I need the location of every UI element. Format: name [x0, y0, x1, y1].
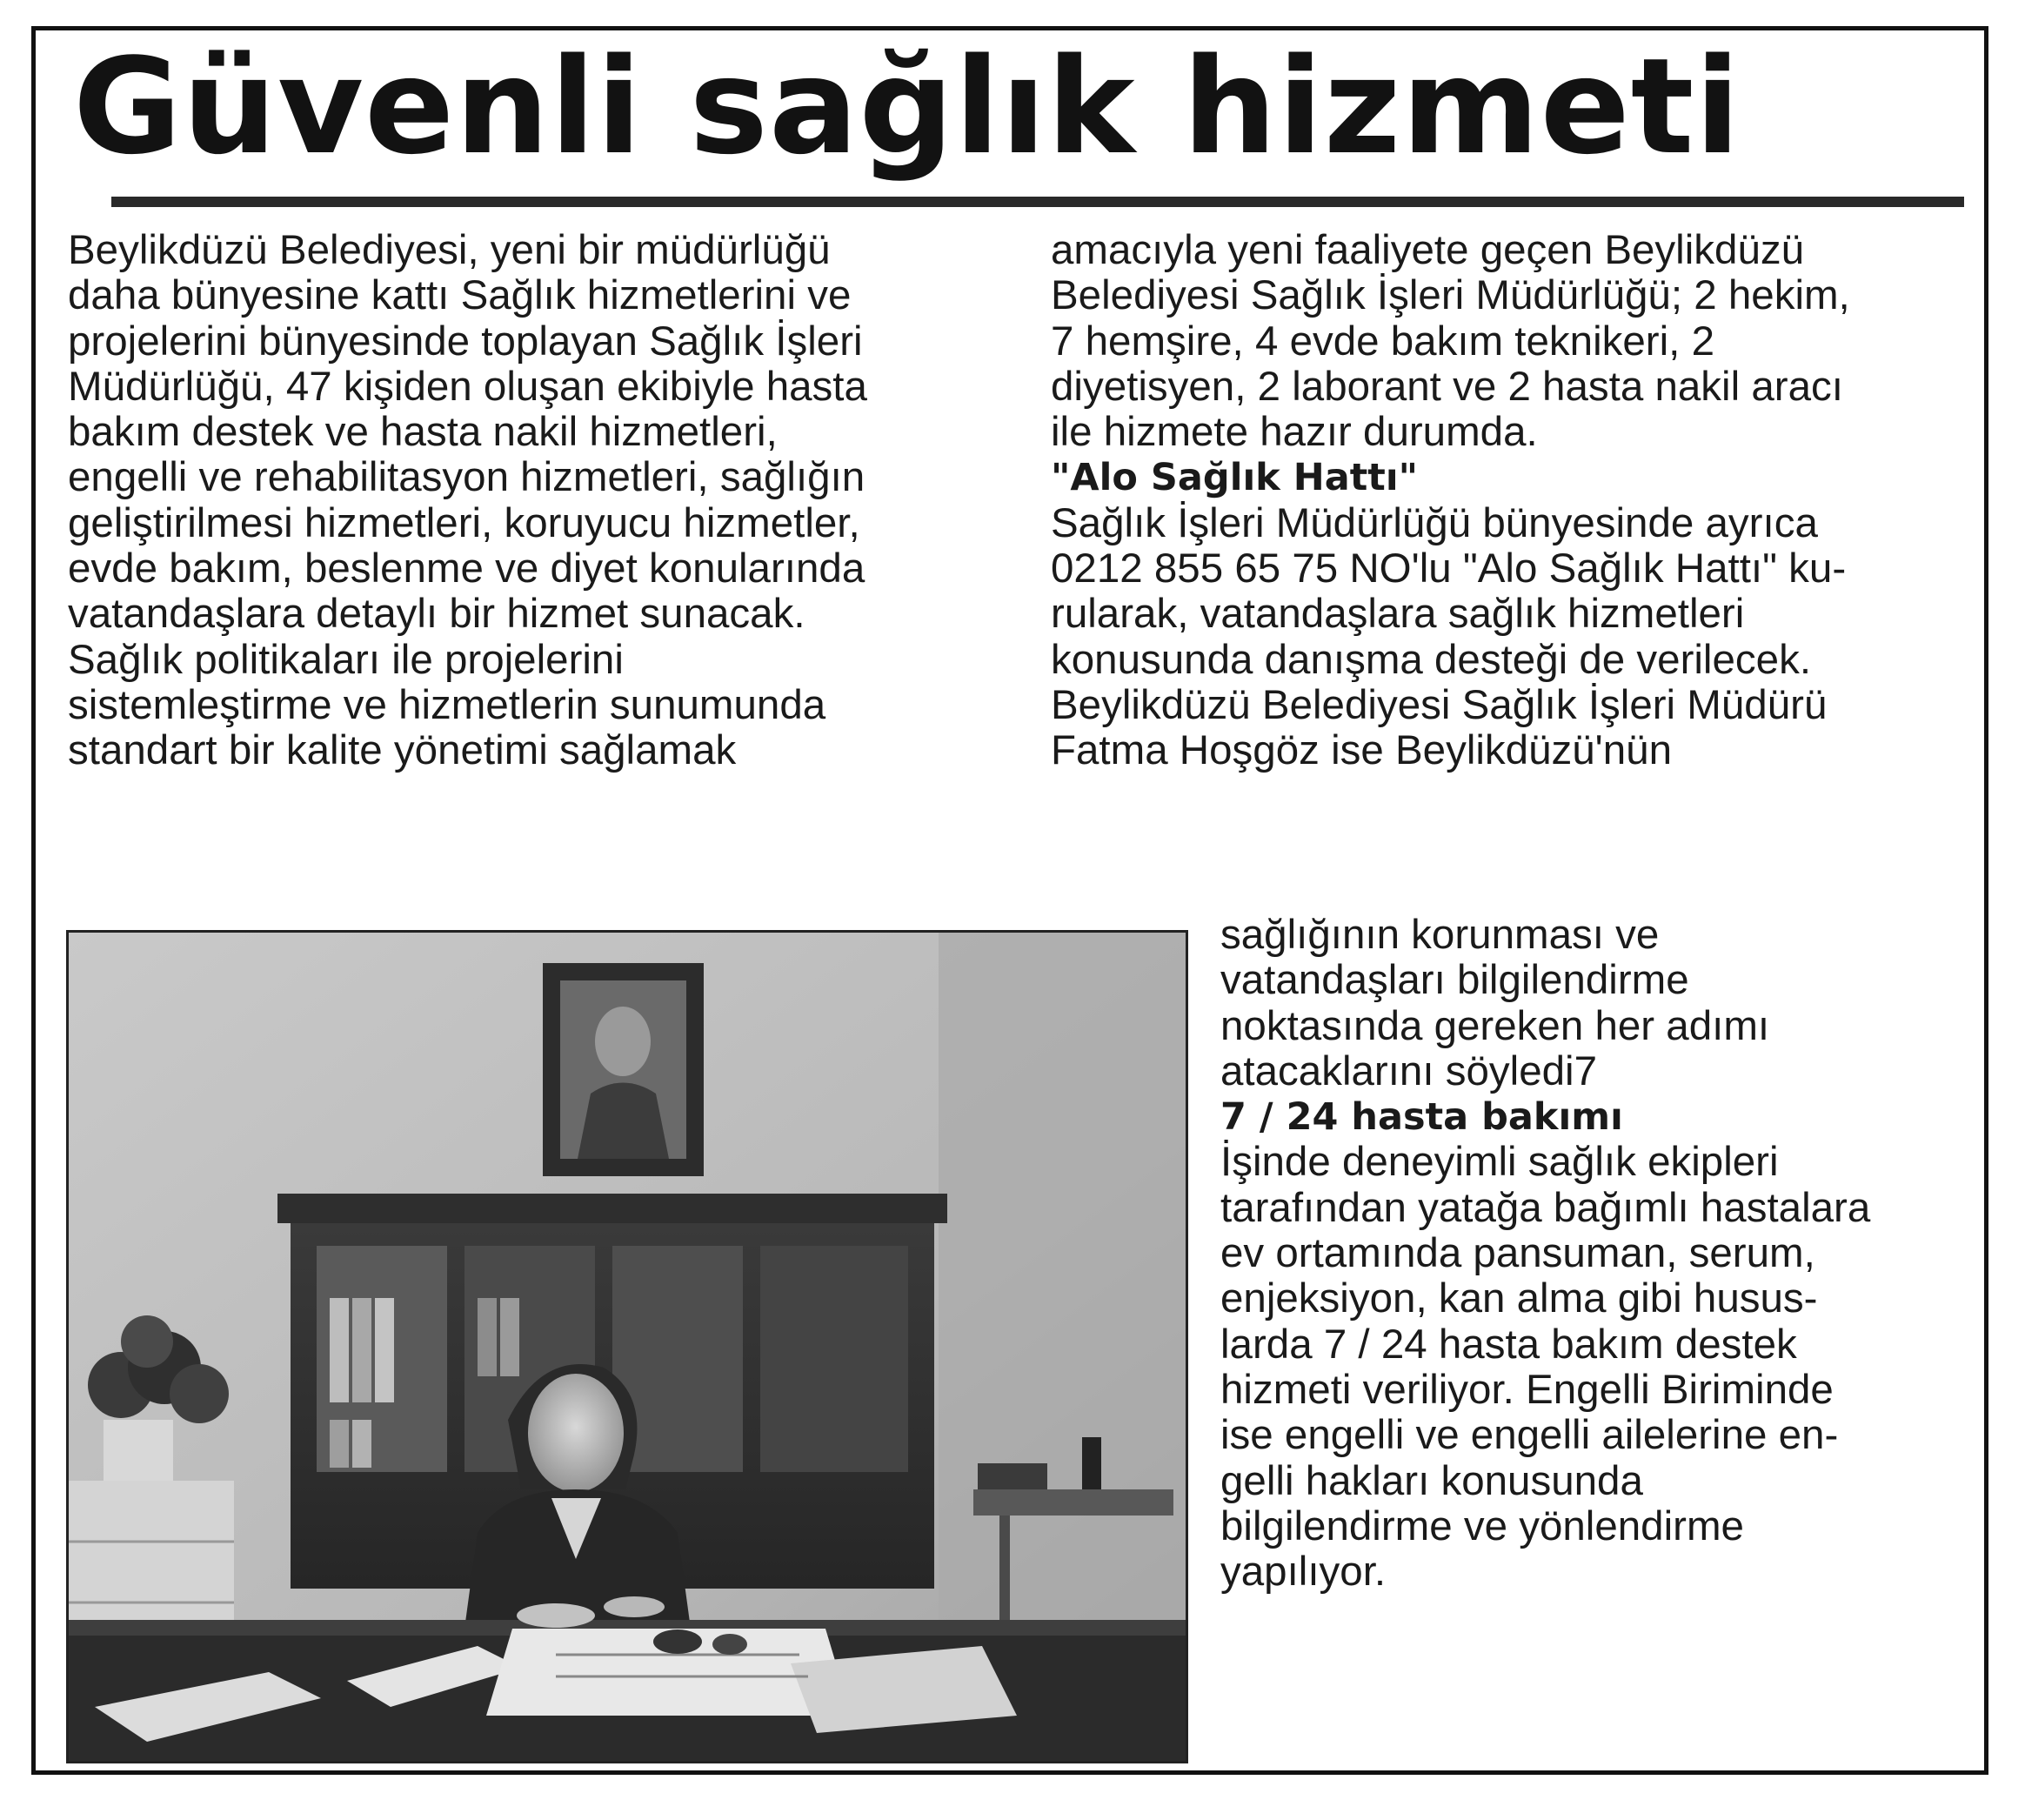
- text-line: bilgilendirme ve yönlendirme: [1220, 1502, 1744, 1549]
- article-column-1: [68, 228, 1042, 774]
- text-line: hizmeti veriliyor. Engelli Biriminde: [1220, 1366, 1834, 1413]
- headline-rule: [111, 197, 1964, 207]
- text-line: larda 7 / 24 hasta bakım destek: [1220, 1321, 1797, 1368]
- text-line: yapılıyor.: [1220, 1549, 1387, 1596]
- text-line: enjeksiyon, kan alma gibi husus-: [1220, 1275, 1818, 1322]
- text-line: noktasında gereken her adımı: [1220, 1002, 1770, 1049]
- text-line: geliştirilmesi hizmetleri, koruyucu hizmetler,: [68, 499, 860, 546]
- text-line: Sağlık İşleri Müdürlüğü bünyesinde ayrıca: [1051, 499, 1818, 546]
- text-line: atacaklarını söyledi7: [1220, 1047, 1598, 1094]
- text-line: bakım destek ve hasta nakil hizmetleri,: [68, 409, 778, 456]
- text-line: Belediyesi Sağlık İşleri Müdürlüğü; 2 hekim,: [1051, 272, 1850, 319]
- text-line: Müdürlüğü, 47 kişiden oluşan ekibiyle hasta: [68, 363, 867, 410]
- text-line: standart bir kalite yönetimi sağlamak: [68, 727, 737, 774]
- text-line: Beylikdüzü Belediyesi, yeni bir müdürlüğü: [68, 227, 831, 273]
- text-line: sağlığının korunması ve: [1220, 912, 1660, 958]
- text-line: daha bünyesine kattı Sağlık hizmetlerini ve: [68, 272, 852, 319]
- text-line: İşinde deneyimli sağlık ekipleri: [1220, 1139, 1779, 1186]
- text-line: amacıyla yeni faaliyete geçen Beylikdüzü: [1051, 227, 1805, 273]
- text-line: tarafından yatağa bağımlı hastalara: [1220, 1184, 1871, 1231]
- text-line: vatandaşları bilgilendirme: [1220, 957, 1689, 1004]
- office-photo: [66, 930, 1188, 1763]
- article-column-3: [1220, 913, 1986, 1595]
- text-line: gelli hakları konusunda: [1220, 1457, 1643, 1504]
- text-line: vatandaşlara detaylı bir hizmet sunacak.: [68, 591, 805, 638]
- headline: Güvenli sağlık hizmeti: [73, 30, 1741, 184]
- text-line: konusunda danışma desteği de verilecek.: [1051, 636, 1812, 683]
- text-line: ile hizmete hazır durumda.: [1051, 409, 1538, 456]
- subheading-7-24-hasta-bakimi: 7 / 24 hasta bakımı: [1220, 1095, 1623, 1140]
- text-line: diyetisyen, 2 laborant ve 2 hasta nakil aracı: [1051, 363, 1843, 410]
- text-line: evde bakım, beslenme ve diyet konularında: [68, 545, 865, 592]
- article-column-2: [1051, 228, 1990, 774]
- subheading-alo-saglik-hatti: "Alo Sağlık Hattı": [1051, 456, 1419, 500]
- text-line: engelli ve rehabilitasyon hizmetleri, sağlığın: [68, 454, 865, 501]
- text-line: 7 hemşire, 4 evde bakım teknikeri, 2: [1051, 318, 1714, 365]
- text-line: ise engelli ve engelli ailelerine en-: [1220, 1412, 1839, 1459]
- text-line: projelerini bünyesinde toplayan Sağlık İşleri: [68, 318, 863, 365]
- text-line: 0212 855 65 75 NO'lu "Alo Sağlık Hattı" ku-: [1051, 545, 1847, 592]
- text-line: rularak, vatandaşlara sağlık hizmetleri: [1051, 591, 1745, 638]
- text-line: ev ortamında pansuman, serum,: [1220, 1230, 1815, 1277]
- text-line: Beylikdüzü Belediyesi Sağlık İşleri Müdürü: [1051, 681, 1828, 728]
- text-line: Sağlık politikaları ile projelerini: [68, 636, 624, 683]
- text-line: sistemleştirme ve hizmetlerin sunumunda: [68, 681, 826, 728]
- text-line: Fatma Hoşgöz ise Beylikdüzü'nün: [1051, 727, 1673, 774]
